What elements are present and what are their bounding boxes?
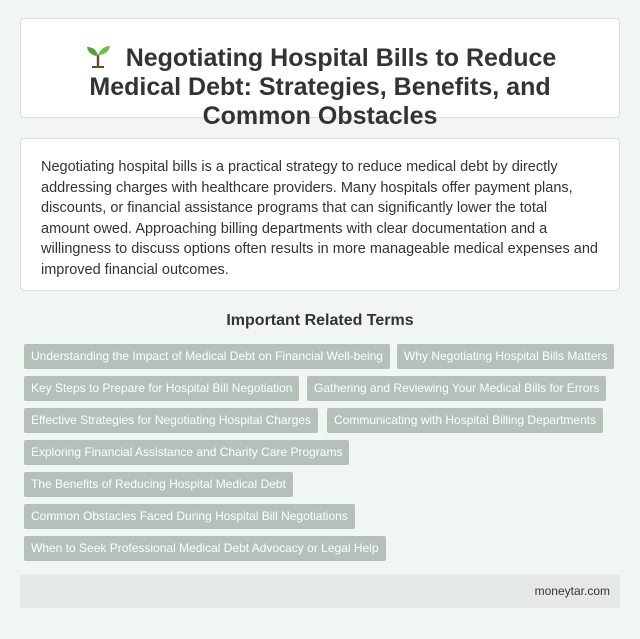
intro-card (20, 138, 620, 291)
title-card (20, 18, 620, 130)
page-title-text: Negotiating Hospital Bills to Reduce Medical Debt: Strategies, Benefits, and Common Obstacles (89, 44, 557, 130)
related-term-tag[interactable]: Why Negotiating Hospital Bills Matters (397, 344, 614, 369)
related-term-tag[interactable]: The Benefits of Reducing Hospital Medical Debt (24, 472, 293, 497)
related-terms-heading: Important Related Terms (226, 312, 414, 329)
related-term-tag[interactable]: Understanding the Impact of Medical Debt on Financial Well-being (24, 344, 390, 369)
page-title (51, 44, 589, 131)
footer-site-link[interactable]: moneytar.com (534, 584, 610, 598)
related-term-tag[interactable]: Key Steps to Prepare for Hospital Bill Negotiation (24, 376, 299, 401)
footer-bar (20, 575, 620, 608)
related-term-tag[interactable]: Exploring Financial Assistance and Charity Care Programs (24, 440, 349, 465)
related-term-tag[interactable]: Common Obstacles Faced During Hospital Bill Negotiations (24, 504, 355, 529)
related-term-tag[interactable]: Gathering and Reviewing Your Medical Bills for Errors (307, 376, 606, 401)
related-term-tag[interactable]: Communicating with Hospital Billing Departments (327, 408, 603, 433)
related-term-tag[interactable]: When to Seek Professional Medical Debt Advocacy or Legal Help (24, 536, 386, 561)
sprout-icon (84, 44, 112, 68)
related-term-tag[interactable]: Effective Strategies for Negotiating Hospital Charges (24, 408, 318, 433)
intro-paragraph: Negotiating hospital bills is a practical strategy to reduce medical debt by directly addressing charges with healthcare providers. Many hospitals offer payment plans, discounts, or financial assistance programs that can significantly lower the total amount owed. Approaching billing departments with clear documentation and a willingness to discuss options often results in more manageable medical expenses and improved financial outcomes. (41, 159, 598, 278)
